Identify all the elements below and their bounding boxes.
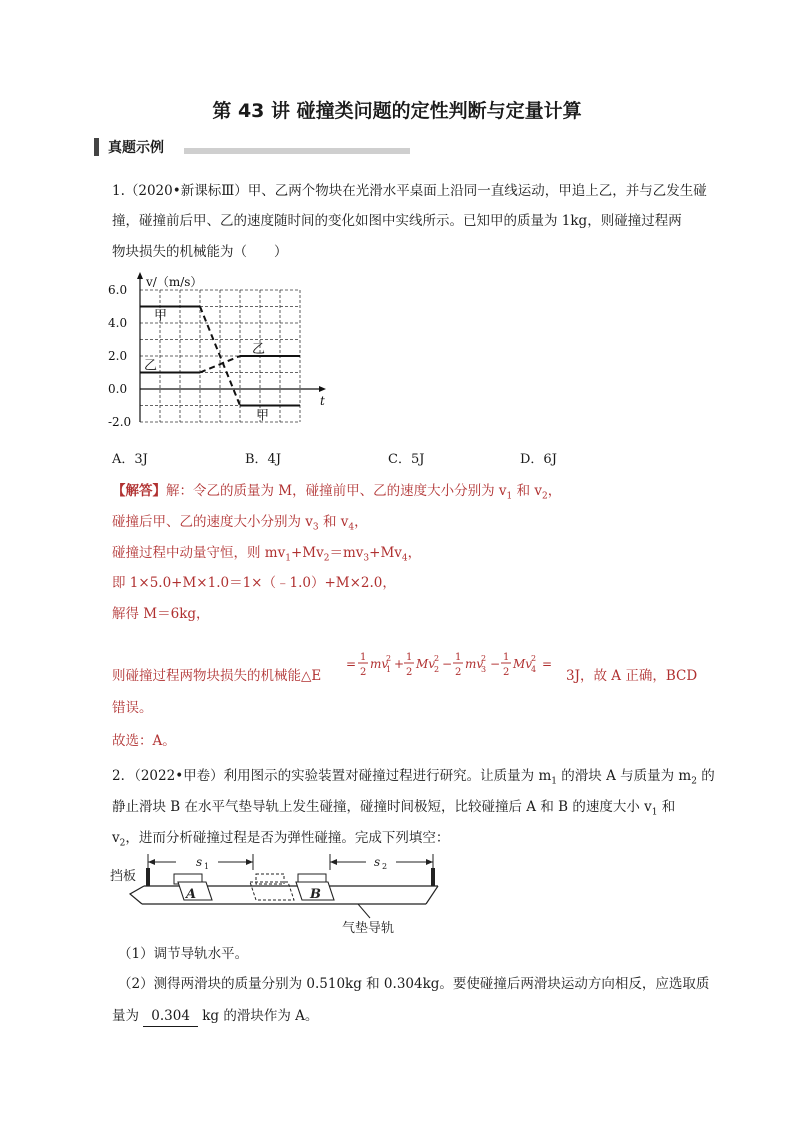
block-b <box>296 874 334 902</box>
svg-text:3: 3 <box>481 665 487 674</box>
q2-sub-2-line-1: （2）测得两滑块的质量分别为 0.510kg 和 0.304kg。要使碰撞后两滑块运动方向相反，应选取质 <box>118 976 710 992</box>
q1-line-1: 1.（2020•新课标Ⅲ）甲、乙两个物块在光滑水平桌面上沿同一直线运动，甲追上乙，并与乙发生碰 <box>112 183 707 199</box>
svg-text:=: = <box>346 657 357 671</box>
s1-label: s <box>196 855 203 869</box>
svg-text:2: 2 <box>382 862 388 871</box>
svg-text:Mv: Mv <box>416 657 436 671</box>
q2-line-1: 2．（2022•甲卷）利用图示的实验装置对碰撞过程进行研究。让质量为 $m_1$ 的滑块 A 与质量为 $m_2$ 的 <box>112 768 715 787</box>
section-title: 真题示例 <box>108 140 164 156</box>
svg-text:2: 2 <box>434 665 440 674</box>
svg-text:mv: mv <box>370 657 389 671</box>
q2-text-1: 2．（2022•甲卷）利用图示的实验装置对碰撞过程进行研究。让质量为 m <box>112 768 552 784</box>
y-tick-label: 6.0 <box>108 283 128 297</box>
answer-line-6a: 则碰撞过程两物块损失的机械能△E <box>112 668 322 684</box>
answer-line-2: 碰撞后甲、乙的速度大小分别为 $v_3$ 和 $v_4$， <box>112 514 368 533</box>
y-tick-label: 2.0 <box>108 349 128 363</box>
q2-line-2: 静止滑块 B 在水平气垫导轨上发生碰撞，碰撞时间极短，比较碰撞后 A 和 B 的速度大小 $v_1$ 和 <box>112 799 676 818</box>
answer-line-4: 即 1×5.0+M×1.0＝1×（﹣1.0）+M×2.0， <box>112 575 396 591</box>
svg-text:−: − <box>442 657 453 671</box>
track <box>130 886 438 904</box>
answer-line-6b: 3J，故 A 正确，BCD <box>566 668 698 684</box>
q2-sub-2-post: kg 的滑块作为 A。 <box>202 1008 319 1024</box>
x-axis-arrow <box>319 386 326 392</box>
svg-text:1: 1 <box>386 665 392 674</box>
block-a <box>174 874 212 902</box>
q1-line-2: 撞，碰撞前后甲、乙的速度随时间的变化如图中实线所示。已知甲的质量为 1kg，则碰撞过程两 <box>112 213 682 229</box>
svg-text:2: 2 <box>360 667 367 678</box>
svg-text:B: B <box>310 887 321 902</box>
velocity-time-graph <box>108 270 328 440</box>
svg-text:2: 2 <box>503 667 510 678</box>
svg-text:1: 1 <box>455 652 462 663</box>
left-baffle <box>146 868 150 886</box>
option-b[interactable]: B．4J <box>245 452 282 467</box>
baffle-label: 挡板 <box>110 869 137 884</box>
svg-text:1: 1 <box>406 652 413 663</box>
svg-text:2: 2 <box>386 654 392 663</box>
svg-text:2: 2 <box>406 667 413 678</box>
answer-text-1: 解：令乙的质量为 M，碰撞前甲、乙的速度大小分别为 v <box>166 483 507 499</box>
track-label: 气垫导轨 <box>342 921 395 936</box>
svg-text:1: 1 <box>204 862 210 871</box>
q1-line-3: 物块损失的机械能为（ ） <box>112 244 288 260</box>
answer-text-2: 碰撞后甲、乙的速度大小分别为 v <box>112 514 313 530</box>
series-label-jia-before: 甲 <box>154 308 168 324</box>
svg-text:2: 2 <box>481 654 487 663</box>
y-tick-label: 4.0 <box>108 316 128 330</box>
x-axis-label: t <box>320 394 325 408</box>
series-label-jia-after: 甲 <box>256 408 270 424</box>
svg-text:1: 1 <box>503 652 510 663</box>
answer-line-7: 错误。 <box>112 700 153 716</box>
y-tick-label: -2.0 <box>108 415 132 429</box>
right-baffle <box>431 868 435 886</box>
svg-text:1: 1 <box>360 652 367 663</box>
q2-text-3: v <box>112 830 120 846</box>
svg-text:Mv: Mv <box>513 657 533 671</box>
answer-label: 【解答】 <box>112 483 166 499</box>
section-marker <box>94 138 99 156</box>
answer-line-3: 碰撞过程中动量守恒，则 $mv_1+Mv_2=mv_3+Mv_4$， <box>112 545 422 564</box>
y-axis-label: v/（m/s） <box>146 275 203 289</box>
option-d[interactable]: D．6J <box>520 452 557 467</box>
page-title: 第 43 讲 碰撞类问题的定性判断与定量计算 <box>212 100 582 122</box>
y-axis-arrow <box>137 272 143 279</box>
option-a[interactable]: A．3J <box>112 452 148 467</box>
section-divider <box>184 148 410 154</box>
s2-label: s <box>374 855 381 869</box>
q2-sub-2-line-2 <box>112 1006 318 1027</box>
svg-text:2: 2 <box>434 654 440 663</box>
answer-blank[interactable]: 0.304 <box>143 1006 198 1027</box>
answer-line-8: 故选：A。 <box>112 733 176 749</box>
y-tick-label: 0.0 <box>108 382 128 396</box>
q2-text-2: 静止滑块 B 在水平气垫导轨上发生碰撞，碰撞时间极短，比较碰撞后 A 和 B 的速度大小 v <box>112 799 652 815</box>
option-c[interactable]: C．5J <box>388 452 425 467</box>
q2-sub-2-pre: 量为 <box>112 1008 144 1024</box>
answer-line-5: 解得 M＝6kg， <box>112 606 210 622</box>
energy-formula <box>344 648 570 680</box>
svg-text:−: − <box>490 657 501 671</box>
series-label-yi-before: 乙 <box>144 358 158 374</box>
answer-text-3: 碰撞过程中动量守恒，则 mv <box>112 545 286 561</box>
svg-text:4: 4 <box>531 665 537 674</box>
q2-line-3: $v_2$，进而分析碰撞过程是否为弹性碰撞。完成下列填空： <box>112 830 450 849</box>
air-track-apparatus <box>108 848 458 940</box>
svg-text:mv: mv <box>465 657 484 671</box>
svg-text:=: = <box>542 657 553 671</box>
svg-text:2: 2 <box>455 667 462 678</box>
svg-text:A: A <box>186 887 197 902</box>
svg-text:2: 2 <box>531 654 537 663</box>
svg-text:+: + <box>394 657 405 671</box>
q2-sub-1: （1）调节导轨水平。 <box>118 946 249 962</box>
series-label-yi-after: 乙 <box>252 342 266 357</box>
answer-line-1: 【解答】解：令乙的质量为 M，碰撞前甲、乙的速度大小分别为 $v_1$ 和 $v_2$， <box>112 483 562 502</box>
graph-axes <box>137 272 326 422</box>
block-ghost <box>250 874 294 900</box>
